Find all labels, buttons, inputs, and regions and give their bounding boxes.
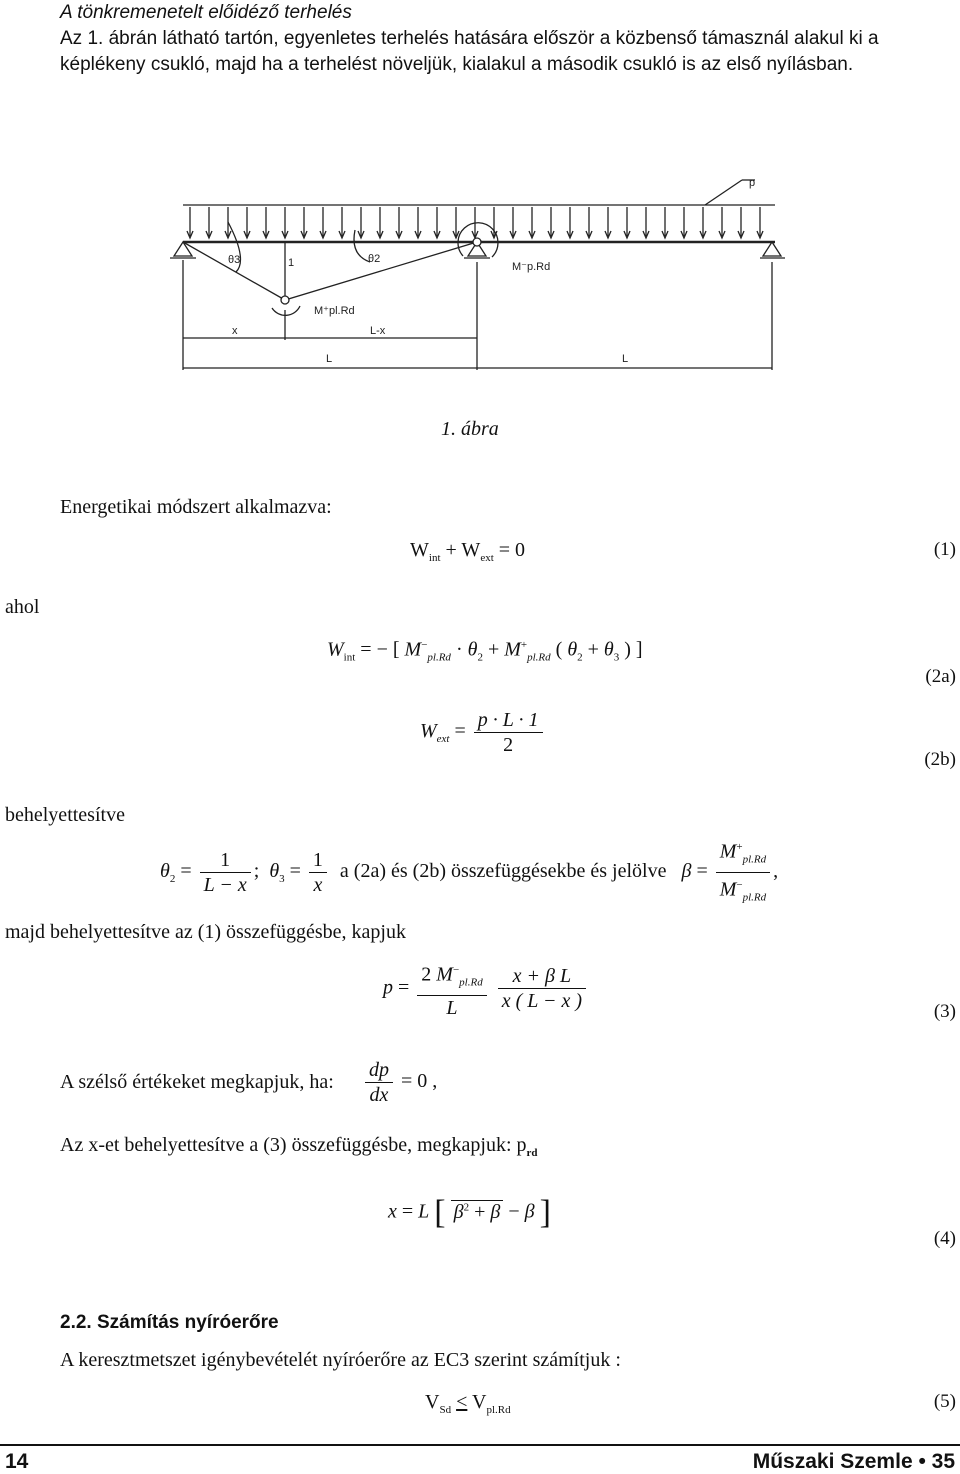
label-p: p: [749, 177, 756, 189]
label-span-2: L: [622, 353, 629, 365]
kereszt-text: A keresztmetszet igénybevételét nyíróerőre az EC3 szerint számítjuk :: [60, 1349, 621, 1371]
beam-diagram: [170, 165, 790, 375]
label-m-minus: M⁻p.Rd: [512, 261, 551, 273]
equation-4: x = L [ $\beta^2 + \beta - \beta$ ]: [388, 1194, 551, 1232]
figure-caption: 1. ábra: [441, 418, 499, 440]
footer-divider: [0, 1444, 960, 1446]
azx-sub: rd: [526, 1147, 538, 1159]
journal-name: Műszaki Szemle • 35: [752, 1450, 955, 1473]
eq2a-number: (2a): [925, 666, 956, 687]
label-theta3: θ3: [228, 254, 241, 266]
eq2b-number: (2b): [924, 749, 956, 770]
label-l-minus-x: L-x: [370, 325, 386, 337]
intro-paragraph: Az 1. ábrán látható tartón, egyenletes terhelés hatására először a közbenső támasznál alakul ki a képlékeny csukló, majd ha a terhelést növeljük, kialakul a második csukló is az első nyílásban.: [60, 28, 879, 75]
equation-2a: $W_{int}$ = − [ $M^-_{pl.Rd} \cdot \theta_2 + M^+_{pl.Rd}$ ( $\theta_2 + \theta_3$ ) ]: [327, 638, 643, 664]
label-theta2: θ2: [368, 253, 381, 265]
label-m-plus: M⁺pl.Rd: [314, 305, 355, 317]
section-heading: 2.2. Számítás nyíróerőre: [60, 1312, 279, 1333]
ahol-text: ahol: [5, 596, 40, 618]
intro-heading: A tönkremenetelt előidéző terhelés: [60, 2, 352, 23]
intro-block: [60, 0, 955, 78]
derivative-condition: $\frac{dp}{dx}$ = 0 ,: [362, 1058, 437, 1107]
theta-definitions: $\theta_2$ = $\frac{1}{L - x}$ ; $\theta_3$ = $\frac{1}{x}$ a (2a) és (2b) összefüggésekbe és jelölve β = $\frac{M^+_{pl.Rd}}{M^-_{pl.Rd}}$ ,: [160, 835, 778, 909]
energy-text: Energetikai módszert alkalmazva:: [60, 496, 332, 518]
equation-3: p = $\frac{2 M^-_{pl.Rd}}{L}$ $\frac{\text{x + β L}}{x ( L - x )}$: [383, 958, 589, 1020]
behely-text: behelyettesítve: [5, 804, 125, 826]
equation-5: $V_{Sd} < V_{pl.Rd}$: [425, 1391, 511, 1416]
eq4-number: (4): [933, 1228, 956, 1249]
eq5-number: (5): [933, 1391, 956, 1412]
eq1-number: (1): [933, 539, 956, 560]
eq3-number: (3): [933, 1001, 956, 1022]
azx-text: [60, 1133, 538, 1165]
equation-2b: $W_{ext}$ = $\frac{p \cdot L \cdot 1}{2}$: [420, 708, 546, 757]
szelso-text: A szélső értékeket megkapjuk, ha:: [60, 1071, 334, 1093]
label-span-1: L: [326, 353, 333, 365]
page-number: 14: [5, 1450, 29, 1473]
majd-text: majd behelyettesítve az (1) összefüggésbe, kapjuk: [5, 921, 406, 943]
azx-main: Az x-et behelyettesítve a (3) összefüggésbe, megkapjuk: p: [60, 1134, 527, 1156]
label-x: x: [232, 325, 238, 337]
label-one: 1: [288, 257, 295, 269]
jelolve-text: a (2a) és (2b) összefüggésekbe és jelölve: [339, 859, 667, 882]
equation-1: $W_{int} + W_{ext} = 0$: [410, 539, 526, 564]
